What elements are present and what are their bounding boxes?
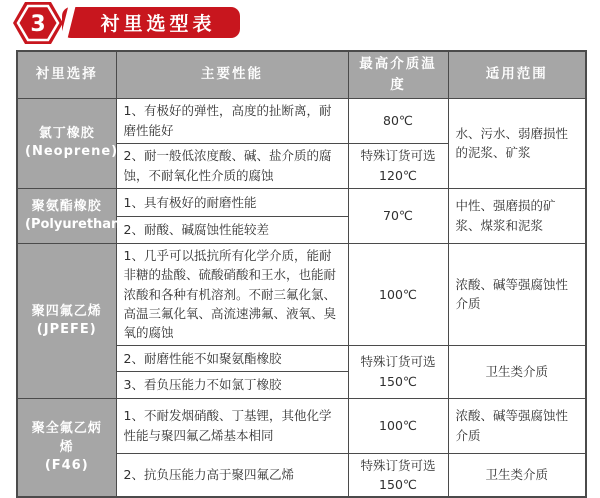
temperature-value: 150℃ bbox=[379, 477, 417, 493]
range-text: 浓酸、碱等强腐蚀性介质 bbox=[455, 276, 569, 312]
lining-name: 聚四氟乙烯 bbox=[31, 303, 102, 319]
lining-name-en: (Polyurethane) bbox=[25, 216, 136, 232]
range-text: 中性、强磨损的矿浆、煤浆和泥浆 bbox=[455, 198, 556, 233]
range-text: 水、污水、弱磨损性的泥浆、矿浆 bbox=[455, 125, 569, 161]
lining-name: 聚氨酯橡胶 bbox=[31, 198, 102, 214]
table-row bbox=[17, 243, 586, 345]
range-text: 浓酸、碱等强腐蚀性介质 bbox=[455, 408, 569, 443]
temperature-value: 100℃ bbox=[379, 286, 417, 302]
table-header-row bbox=[17, 51, 586, 98]
temperature-cell bbox=[348, 243, 448, 345]
temperature-value: 100℃ bbox=[379, 418, 417, 434]
column-header-temperature: 最高介质温度 bbox=[348, 51, 448, 98]
performance-cell: 1、几乎可以抵抗所有化学介质，能耐非糖的盐酸、硫酸硝酸和王水，也能耐浓酸和各种有机溶剂。不耐三氟化氯、高温三氟化氧、高流速沸氟、液氧、臭氧的腐蚀 bbox=[116, 243, 348, 345]
temperature-cell bbox=[348, 453, 448, 497]
temperature-value: 150℃ bbox=[379, 373, 417, 389]
hexagon-icon bbox=[12, 1, 64, 45]
table-row bbox=[17, 98, 586, 143]
range-cell bbox=[448, 243, 586, 345]
performance-cell: 3、看负压能力不如氯丁橡胶 bbox=[116, 371, 348, 398]
performance-cell: 1、有极好的弹性，高度的扯断离，耐磨性能好 bbox=[116, 98, 348, 143]
lining-cell-neoprene bbox=[17, 98, 119, 188]
temperature-cell bbox=[348, 143, 448, 188]
performance-cell: 2、耐酸、碱腐蚀性能较差 bbox=[116, 216, 348, 243]
temperature-value: 120℃ bbox=[379, 167, 417, 183]
temperature-note: 特殊订货可选 bbox=[360, 457, 436, 473]
performance-cell: 1、具有极好的耐磨性能 bbox=[116, 188, 348, 216]
performance-cell: 2、耐一般低浓度酸、碱、盐介质的腐蚀，不耐氧化性介质的腐蚀 bbox=[116, 143, 348, 188]
range-text: 卫生类介质 bbox=[485, 364, 548, 380]
range-cell bbox=[448, 453, 586, 497]
table-row bbox=[17, 188, 586, 216]
temperature-cell bbox=[348, 98, 448, 143]
temperature-note: 特殊订货可选 bbox=[360, 148, 436, 164]
lining-name-en: (Neoprene) bbox=[25, 144, 119, 160]
lining-cell-f46 bbox=[17, 398, 116, 497]
title-banner bbox=[62, 7, 240, 38]
section-number: 3 bbox=[30, 12, 46, 37]
lining-name: 聚全氟乙炳烯 bbox=[31, 421, 102, 455]
page-header bbox=[8, 0, 592, 46]
range-cell bbox=[448, 188, 586, 243]
performance-cell: 1、不耐发烟硝酸、丁基锂，其他化学性能与聚四氟乙烯基本相同 bbox=[116, 398, 348, 453]
temperature-value: 70℃ bbox=[383, 208, 413, 224]
range-cell bbox=[448, 98, 586, 188]
lining-selection-table bbox=[16, 50, 587, 498]
temperature-cell bbox=[348, 345, 448, 398]
lining-cell-ptfe bbox=[17, 243, 116, 398]
table-row bbox=[17, 398, 586, 453]
range-cell bbox=[448, 398, 586, 453]
lining-name-en: (JPEFE) bbox=[36, 321, 97, 337]
performance-cell: 2、耐磨性能不如聚氨酯橡胶 bbox=[116, 345, 348, 371]
range-text: 卫生类介质 bbox=[485, 467, 548, 483]
lining-name: 氯丁橡胶 bbox=[38, 126, 95, 142]
temperature-cell bbox=[348, 398, 448, 453]
page-title: 衬里选型表 bbox=[100, 13, 216, 35]
temperature-cell bbox=[348, 188, 448, 243]
temperature-value: 80℃ bbox=[383, 113, 413, 129]
column-header-lining: 衬里选择 bbox=[17, 51, 116, 98]
lining-cell-polyurethane bbox=[17, 188, 136, 243]
temperature-note: 特殊订货可选 bbox=[360, 354, 436, 370]
lining-name-en: (F46) bbox=[44, 457, 89, 473]
section-number-badge bbox=[12, 1, 64, 45]
performance-cell: 2、抗负压能力高于聚四氟乙烯 bbox=[116, 453, 348, 497]
column-header-performance: 主要性能 bbox=[116, 51, 348, 98]
column-header-range: 适用范围 bbox=[448, 51, 586, 98]
range-cell bbox=[448, 345, 586, 398]
